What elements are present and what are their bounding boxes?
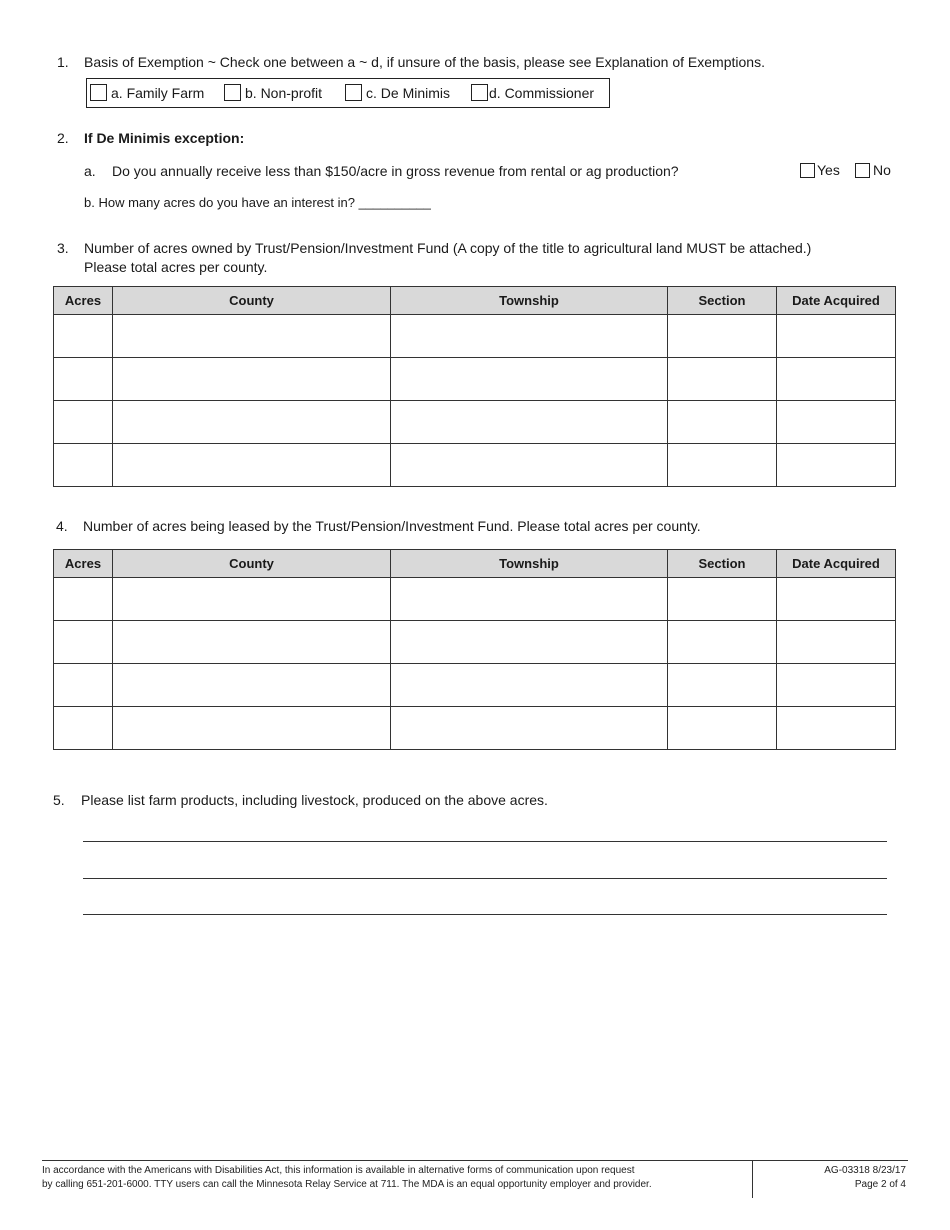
table-row	[54, 621, 896, 664]
county-cell[interactable]	[113, 444, 391, 487]
ada-notice-line-1: In accordance with the Americans with Disabilities Act, this information is available in alternative forms of communication upon request	[42, 1165, 635, 1176]
col-section: Section	[668, 287, 777, 315]
section-cell[interactable]	[668, 358, 777, 401]
q5-number: 5.	[53, 792, 65, 808]
yes-label: Yes	[817, 162, 840, 178]
q4-text: Number of acres being leased by the Trust/Pension/Investment Fund. Please total acres per county.	[83, 518, 701, 534]
farm-products-line-1[interactable]	[83, 841, 887, 842]
county-cell[interactable]	[113, 664, 391, 707]
county-cell[interactable]	[113, 358, 391, 401]
acres-cell[interactable]	[54, 444, 113, 487]
county-cell[interactable]	[113, 401, 391, 444]
q4-number: 4.	[56, 518, 68, 534]
family-farm-label: a. Family Farm	[111, 84, 205, 101]
col-county: County	[113, 287, 391, 315]
table-row	[54, 664, 896, 707]
township-cell[interactable]	[391, 578, 668, 621]
table-row	[54, 578, 896, 621]
option-de-minimis[interactable]	[345, 84, 450, 101]
page-number: Page 2 of 4	[854, 1179, 906, 1190]
section-cell[interactable]	[668, 315, 777, 358]
township-cell[interactable]	[391, 444, 668, 487]
date-acquired-cell[interactable]	[777, 707, 896, 750]
option-family-farm[interactable]	[90, 84, 204, 101]
col-date-acquired: Date Acquired	[777, 550, 896, 578]
acres-cell[interactable]	[54, 315, 113, 358]
township-cell[interactable]	[391, 664, 668, 707]
de-minimis-label: c. De Minimis	[366, 84, 451, 101]
table-row	[54, 358, 896, 401]
q2b-acres-interest[interactable]: b. How many acres do you have an interest in? __________	[84, 195, 431, 210]
option-non-profit[interactable]	[224, 84, 322, 101]
q2a-yes-option[interactable]	[800, 162, 840, 178]
township-cell[interactable]	[391, 401, 668, 444]
ada-notice-line-2: by calling 651-201-6000. TTY users can call the Minnesota Relay Service at 711. The MDA is an equal opportunity employer and provider.	[42, 1179, 652, 1190]
non-profit-checkbox[interactable]	[224, 84, 241, 101]
q5-text: Please list farm products, including livestock, produced on the above acres.	[81, 792, 548, 808]
section-cell[interactable]	[668, 707, 777, 750]
acres-cell[interactable]	[54, 358, 113, 401]
q3-line2: Please total acres per county.	[84, 259, 268, 275]
option-commissioner[interactable]	[471, 84, 594, 101]
section-cell[interactable]	[668, 664, 777, 707]
acres-cell[interactable]	[54, 401, 113, 444]
acres-cell[interactable]	[54, 621, 113, 664]
county-cell[interactable]	[113, 315, 391, 358]
q2a-marker: a.	[84, 163, 96, 179]
section-cell[interactable]	[668, 578, 777, 621]
footer-divider	[42, 1160, 908, 1161]
yes-checkbox[interactable]	[800, 163, 815, 178]
county-cell[interactable]	[113, 621, 391, 664]
section-cell[interactable]	[668, 401, 777, 444]
family-farm-checkbox[interactable]	[90, 84, 107, 101]
exemption-options-box	[86, 78, 610, 108]
non-profit-label: b. Non-profit	[245, 84, 323, 101]
q1-number: 1.	[57, 54, 69, 70]
farm-products-line-2[interactable]	[83, 878, 887, 879]
q2a-question: Do you annually receive less than $150/acre in gross revenue from rental or ag production?	[112, 163, 679, 179]
date-acquired-cell[interactable]	[777, 401, 896, 444]
leased-acres-table	[53, 549, 896, 750]
commissioner-label: d. Commissioner	[489, 84, 595, 101]
date-acquired-cell[interactable]	[777, 578, 896, 621]
date-acquired-cell[interactable]	[777, 315, 896, 358]
date-acquired-cell[interactable]	[777, 358, 896, 401]
acres-cell[interactable]	[54, 578, 113, 621]
commissioner-checkbox[interactable]	[471, 84, 488, 101]
date-acquired-cell[interactable]	[777, 444, 896, 487]
county-cell[interactable]	[113, 707, 391, 750]
table-row	[54, 315, 896, 358]
table-header-row	[54, 550, 896, 578]
township-cell[interactable]	[391, 358, 668, 401]
date-acquired-cell[interactable]	[777, 664, 896, 707]
col-township: Township	[391, 550, 668, 578]
col-acres: Acres	[54, 550, 113, 578]
township-cell[interactable]	[391, 315, 668, 358]
table-header-row	[54, 287, 896, 315]
section-cell[interactable]	[668, 621, 777, 664]
township-cell[interactable]	[391, 621, 668, 664]
owned-acres-table	[53, 286, 896, 487]
q2-number: 2.	[57, 130, 69, 146]
col-section: Section	[668, 550, 777, 578]
farm-products-line-3[interactable]	[83, 914, 887, 915]
form-id: AG-03318 8/23/17	[824, 1165, 906, 1176]
de-minimis-checkbox[interactable]	[345, 84, 362, 101]
county-cell[interactable]	[113, 578, 391, 621]
table-row	[54, 707, 896, 750]
table-row	[54, 444, 896, 487]
q3-number: 3.	[57, 240, 69, 256]
township-cell[interactable]	[391, 707, 668, 750]
col-county: County	[113, 550, 391, 578]
footer-vertical-divider	[752, 1160, 753, 1198]
col-township: Township	[391, 287, 668, 315]
q2-title: If De Minimis exception:	[84, 130, 245, 146]
col-acres: Acres	[54, 287, 113, 315]
section-cell[interactable]	[668, 444, 777, 487]
q2a-no-option[interactable]	[855, 162, 891, 178]
q3-line1: Number of acres owned by Trust/Pension/Investment Fund (A copy of the title to agricultural land MUST be attached.)	[84, 240, 812, 256]
acres-cell[interactable]	[54, 664, 113, 707]
no-label: No	[873, 162, 891, 178]
table-row	[54, 401, 896, 444]
q1-prompt: Basis of Exemption ~ Check one between a ~ d, if unsure of the basis, please see Explanation of Exemptions.	[84, 54, 765, 70]
date-acquired-cell[interactable]	[777, 621, 896, 664]
no-checkbox[interactable]	[855, 163, 870, 178]
acres-cell[interactable]	[54, 707, 113, 750]
col-date-acquired: Date Acquired	[777, 287, 896, 315]
